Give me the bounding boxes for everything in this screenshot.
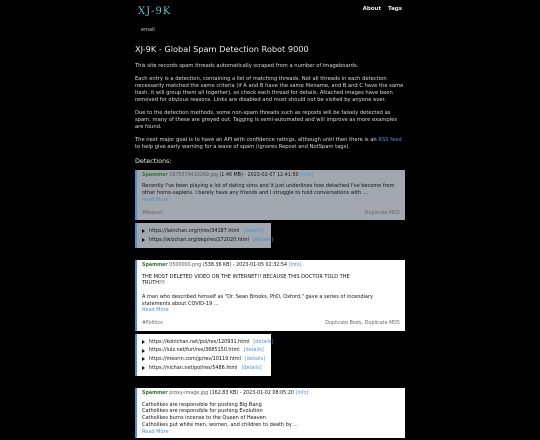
intro-text: The next major goal is to have an API with confidence ratings, although until then there is an bbox=[135, 137, 379, 144]
intro-paragraph-2: Each entry is a detection, containing a list of matching threads. Not all threads in each detection necessarily matched the same criteria (if A and B have the same filename, and B and C have the same hash, it will group them all together), so check each thread for details. Attached images have been removed for obvious reasons. Links are disabled and most should not be visited by anyone ever. bbox=[135, 76, 404, 104]
file-meta: (1.46 MB) - 2023-02-07 12:41:50 bbox=[219, 172, 299, 178]
body-line: statements about COVID-19 ... bbox=[142, 300, 219, 307]
body-line: Catholikes put white men, women, and children to death by ... bbox=[142, 421, 299, 428]
match-reason: Duplicate MD5 bbox=[364, 210, 400, 216]
body-line: Recently I've been playing a lot of dating sims and it just underlines how detached I've become from bbox=[142, 183, 395, 190]
info-link[interactable]: [Info] bbox=[288, 263, 302, 269]
thread-links bbox=[135, 223, 274, 248]
info-link[interactable]: [Info] bbox=[295, 391, 309, 397]
intro-text: to help give early warning for a wave of spam (ignores Repost and NotSpam tags). bbox=[135, 144, 350, 151]
detection-card bbox=[135, 170, 405, 220]
nav-tags-link[interactable]: Tags bbox=[388, 6, 402, 12]
main-content bbox=[135, 44, 405, 440]
expand-triangle-icon[interactable] bbox=[142, 357, 145, 361]
file-meta: (162.83 KB) - 2023-01-02 08:05:20 bbox=[209, 391, 294, 397]
body-line: THE MOST DELETED VIDEO ON THE INTERNET!! BECAUSE THIS DOCTOR TOLD THE bbox=[142, 273, 350, 280]
thread-url: https://kohlchan.net/pol/res/120931.html bbox=[149, 338, 250, 345]
intro-paragraph-1: This site records spam threads automatically scraped from a number of imageboards. bbox=[135, 63, 359, 70]
thread-url: https://wizchan.org/dep/res/272020.html bbox=[149, 236, 249, 243]
body-line bbox=[142, 287, 400, 294]
thread-link-row bbox=[142, 236, 274, 244]
tag-link[interactable]: #Politics bbox=[142, 321, 163, 327]
thread-url: https://lulz.net/furi/res/3685150.html bbox=[149, 347, 240, 354]
match-reason: Duplicate Body, Duplicate MD5 bbox=[325, 321, 400, 327]
body-line: TRUTH!!! bbox=[142, 280, 166, 287]
top-bar bbox=[0, 0, 540, 38]
detection-body bbox=[142, 402, 400, 436]
spammer-label: Spammer bbox=[142, 263, 168, 269]
details-link[interactable]: [details] bbox=[252, 236, 274, 243]
nav-about-link[interactable]: About bbox=[362, 6, 382, 12]
intro-paragraph-3: Due to the detection methods, some non-spam threads such as reposts will be falsely detected as spam, many of these are greyed out. Tagging is semi-automated and will improve as more examples are found. bbox=[135, 110, 398, 131]
body-line: A man who described himself as "Dr. Sean Brooks, PhD, Oxford," gave a series of incendiary bbox=[142, 293, 374, 300]
detection-card bbox=[135, 260, 405, 330]
thread-url: https://nichan.net/pol/res/5486.html bbox=[149, 364, 238, 371]
thread-url: https://lainchan.org/r/res/34187.html bbox=[149, 228, 240, 235]
thread-link-row bbox=[142, 347, 266, 354]
thread-links bbox=[135, 334, 274, 376]
detections-heading: Detections: bbox=[135, 157, 172, 166]
details-link[interactable]: [details] bbox=[243, 347, 264, 354]
rss-feed-link[interactable]: RSS feed bbox=[378, 137, 402, 144]
spammer-label: Spammer bbox=[142, 391, 168, 397]
body-line: Catholikes are responsible for pushing Big Bang bbox=[142, 401, 262, 408]
detection-footer bbox=[142, 211, 400, 217]
detection-header bbox=[142, 263, 400, 269]
filename: 1675579410269.jpg bbox=[169, 172, 218, 178]
page-title: XJ-9K - Global Spam Detection Robot 9000 bbox=[135, 44, 309, 54]
intro-paragraph-4 bbox=[135, 137, 405, 151]
top-nav bbox=[358, 6, 402, 13]
expand-triangle-icon[interactable] bbox=[142, 238, 145, 242]
details-link[interactable]: [details] bbox=[241, 364, 262, 371]
details-link[interactable]: [details] bbox=[244, 355, 266, 362]
expand-triangle-icon[interactable] bbox=[142, 229, 145, 233]
thread-link-row bbox=[142, 365, 266, 372]
expand-triangle-icon[interactable] bbox=[142, 340, 145, 344]
read-more-link[interactable]: Read More bbox=[142, 307, 169, 314]
site-logo[interactable]: XJ-9K bbox=[138, 6, 172, 17]
detection-body bbox=[142, 274, 400, 315]
detection-header bbox=[142, 173, 400, 179]
detection-header bbox=[142, 391, 400, 397]
thread-link-row bbox=[142, 356, 266, 363]
body-line: Catholikes are responsible for pushing Evolution bbox=[142, 408, 263, 415]
body-line: Catholikes burns incense to the Queen of Heaven bbox=[142, 415, 266, 422]
detection-body bbox=[142, 183, 400, 203]
email-link[interactable]: email bbox=[141, 27, 155, 33]
thread-url: https://meorin.com/jp/res/10119.html bbox=[149, 355, 241, 362]
expand-triangle-icon[interactable] bbox=[142, 366, 145, 370]
info-link[interactable]: [Info] bbox=[300, 172, 313, 178]
details-link[interactable]: [details] bbox=[253, 338, 274, 345]
expand-triangle-icon[interactable] bbox=[142, 349, 145, 353]
thread-link-row bbox=[142, 228, 266, 235]
filename: 0500000.png bbox=[169, 263, 202, 269]
file-meta: (538.36 KB) - 2023-01-05 02:32:54 bbox=[202, 263, 288, 269]
tag-link[interactable]: #Repost bbox=[142, 210, 163, 216]
filename: proxy-image.jpg bbox=[169, 391, 209, 397]
detection-footer bbox=[142, 321, 400, 327]
spammer-label: Spammer bbox=[142, 172, 168, 178]
read-more-link[interactable]: Read More bbox=[142, 196, 169, 203]
detection-card bbox=[135, 388, 405, 438]
body-line: other homo-sapiens. I barely have any friends and I struggle to hold conversations with ... bbox=[142, 190, 368, 197]
thread-link-row bbox=[142, 338, 274, 346]
details-link[interactable]: [details] bbox=[243, 228, 264, 235]
read-more-link[interactable]: Read More bbox=[142, 428, 169, 435]
